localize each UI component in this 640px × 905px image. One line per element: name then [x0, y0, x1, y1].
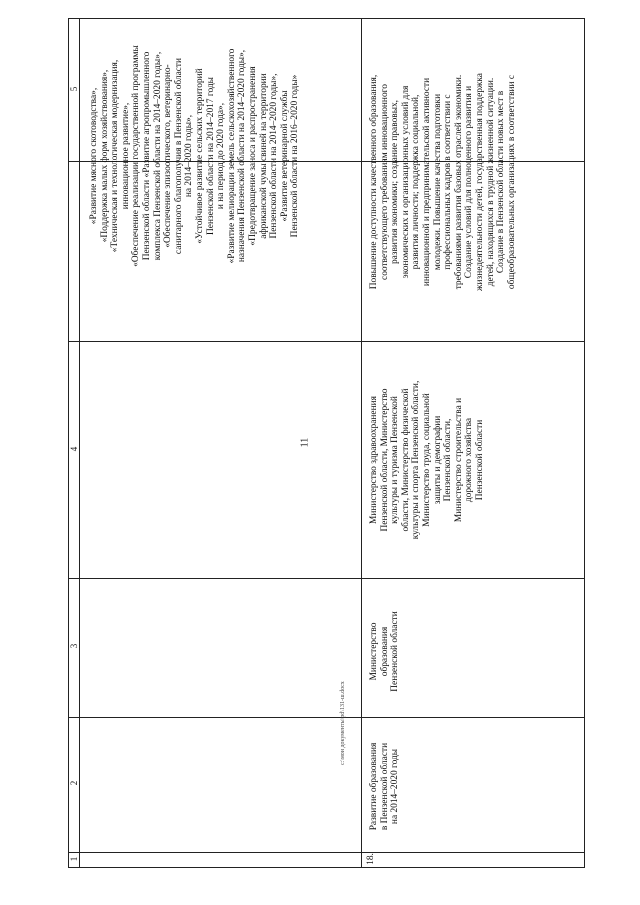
goal-line: «Развитие мелиорации земель сельскохозяйственного: [226, 48, 237, 264]
row-divider: [69, 578, 584, 579]
row-number: 18.: [366, 853, 376, 865]
program-title: [369, 724, 401, 849]
goal-line: «Обеспечение эпизоотического, ветеринарно-: [163, 64, 174, 248]
program-goals: [369, 27, 517, 337]
program-line: на 2014–2020 годы: [390, 748, 401, 825]
co-executor-line: дорожного хозяйства: [464, 417, 475, 503]
row-divider: [69, 717, 584, 718]
co-executor-line: культуры и туризма Пензенской: [390, 396, 401, 524]
program-line: Развитие образования: [369, 742, 379, 831]
goal-line: «Предотвращение заноса и распространения: [247, 66, 258, 246]
co-executors: [369, 345, 486, 575]
goal-line: «Техническая и технологическая модернизация,: [110, 59, 121, 253]
goal-line: и на период до 2020 года»,: [216, 102, 227, 210]
goal-line: африканской чумы свиней на территории: [258, 73, 269, 239]
goal-line: Создание в Пензенской области новых мест в: [496, 90, 507, 274]
file-path-footer: c:\мои документы\pd\131-ш.docx: [340, 681, 346, 765]
prev-row-goals: [89, 25, 301, 287]
goal-line: Повышение доступности качественного образования,: [369, 74, 379, 290]
col-divider: [79, 19, 80, 867]
responsible-line: Пензенской области: [390, 611, 401, 692]
co-executor-line: области, Министерство физической: [400, 388, 411, 532]
goal-line: развития личности; поддержка социальной,: [411, 94, 422, 270]
goal-line: «Развитие ветеринарной службы: [279, 90, 290, 222]
co-executor-line: Министерство труда, социальной: [421, 393, 432, 527]
col-number-3: 3: [69, 643, 79, 649]
goal-line: комплекса Пензенской области на 2014–2020 годы»,: [152, 51, 163, 261]
goal-line: жизнедеятельности детей, государственная поддержка: [474, 73, 485, 291]
goal-line: «Обеспечение реализации государственной программы: [131, 45, 142, 267]
programs-table: [68, 18, 585, 868]
page-number: 11: [299, 437, 311, 448]
goal-line: развития экономики; создание правовых,: [390, 99, 401, 265]
goal-line: требованиями развития базовых отраслей экономики.: [453, 74, 464, 290]
goal-line: Пензенской области на 2014–2017 годы: [205, 77, 216, 235]
co-executor-line: Министерство строительства и: [453, 397, 464, 523]
responsible-line: образования: [379, 626, 390, 677]
co-executor-line: Министерство здравоохранения: [369, 396, 379, 524]
goal-line: экономических и организационных условий для: [400, 85, 411, 279]
goal-line: на 2014–2020 годы»,: [184, 114, 195, 198]
goal-line: Создание условий для полноценного развития и: [464, 85, 475, 279]
col-number-5: 5: [69, 86, 79, 92]
goal-line: «Развитие мясного скотоводства»,: [89, 87, 99, 225]
goal-line: «Поддержка малых форм хозяйствования»,: [99, 69, 110, 243]
goal-line: общеобразовательных организациях в соответствии с: [506, 74, 517, 290]
goal-line: назначения Пензенской области на 2014–2020 годы»,: [237, 49, 248, 263]
co-executor-line: культуры и спорта Пензенской области,: [411, 380, 422, 540]
program-line: в Пензенской области: [379, 742, 390, 831]
responsible-executor: [369, 589, 401, 714]
goal-line: профессиональных кадров в соответствии с: [443, 94, 454, 270]
row-divider: [69, 852, 584, 853]
goal-line: «Устойчивое развитие сельских территорий: [194, 68, 205, 244]
goal-line: соответствующего требованиям инновационного: [379, 84, 390, 280]
co-executor-line: Пензенской области, Министерство: [379, 388, 390, 532]
col-number-1: 1: [69, 856, 79, 862]
co-executor-line: защиты и демографии: [432, 415, 443, 505]
responsible-line: Министерство: [369, 622, 379, 681]
col-number-4: 4: [69, 446, 79, 452]
row-divider: [69, 341, 584, 342]
co-executor-line: Пензенской области,: [443, 418, 454, 502]
goal-line: Пензенской области «Развитие агропромышленного: [141, 51, 152, 261]
goal-line: Пензенской области на 2016–2020 годы»: [290, 74, 301, 238]
goal-line: инновационное развитие»,: [120, 102, 131, 210]
col-number-2: 2: [69, 780, 79, 786]
row-divider-main: [361, 19, 362, 867]
goal-line: санитарного благополучия в Пензенской области: [173, 57, 184, 255]
co-executor-line: Пензенской области: [474, 419, 485, 501]
goal-line: инновационной и предпринимательской активности: [421, 77, 432, 287]
goal-line: детей, находящихся в трудной жизненной ситуации.: [485, 77, 496, 287]
goal-line: Пензенской области на 2014–2020 годы»,: [269, 73, 280, 239]
goal-line: молодежи. Повышение качества подготовки: [432, 93, 443, 271]
